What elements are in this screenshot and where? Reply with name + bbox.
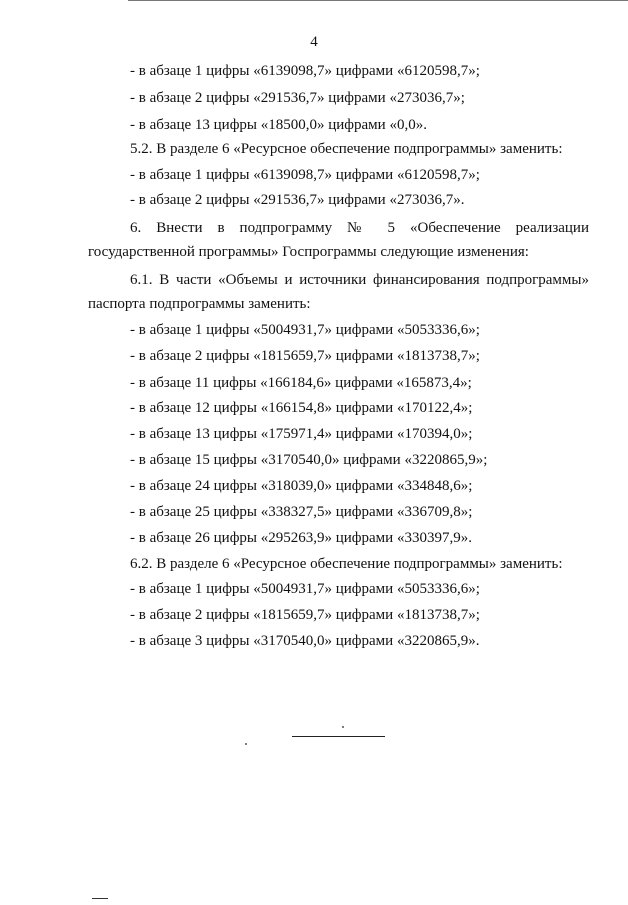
- text-line: - в абзаце 2 цифры «291536,7» цифрами «273036,7»;: [130, 90, 465, 106]
- text-line: - в абзаце 2 цифры «291536,7» цифрами «273036,7».: [130, 192, 465, 208]
- end-of-document-rule: [292, 736, 385, 737]
- scan-speck: [342, 726, 344, 728]
- scan-speck: [245, 743, 247, 745]
- text-line: - в абзаце 2 цифры «1815659,7» цифрами «1813738,7»;: [130, 348, 480, 364]
- section-heading: 6.2. В разделе 6 «Ресурсное обеспечение подпрограммы» заменить:: [130, 556, 563, 572]
- text-line: - в абзаце 1 цифры «5004931,7» цифрами «5053336,6»;: [130, 581, 480, 597]
- text-line: - в абзаце 3 цифры «3170540,0» цифрами «3220865,9».: [130, 633, 480, 649]
- top-edge-rule: [128, 0, 628, 1]
- text-line: - в абзаце 13 цифры «18500,0» цифрами «0,0».: [130, 117, 427, 133]
- page-number: 4: [310, 34, 318, 50]
- text-line: - в абзаце 1 цифры «5004931,7» цифрами «5053336,6»;: [130, 322, 480, 338]
- text-line: - в абзаце 15 цифры «3170540,0» цифрами «3220865,9»;: [130, 452, 488, 468]
- text-line: - в абзаце 26 цифры «295263,9» цифрами «330397,9».: [130, 530, 472, 546]
- paragraph-line: 6. Внести в подпрограмму № 5 «Обеспечение реализации: [130, 220, 589, 236]
- paragraph-line: паспорта подпрограммы заменить:: [88, 296, 311, 312]
- section-heading: 5.2. В разделе 6 «Ресурсное обеспечение подпрограммы» заменить:: [130, 141, 563, 157]
- text-line: - в абзаце 13 цифры «175971,4» цифрами «170394,0»;: [130, 426, 473, 442]
- text-line: - в абзаце 1 цифры «6139098,7» цифрами «6120598,7»;: [130, 167, 480, 183]
- text-line: - в абзаце 11 цифры «166184,6» цифрами «165873,4»;: [130, 375, 472, 391]
- text-line: - в абзаце 25 цифры «338327,5» цифрами «336709,8»;: [130, 504, 473, 520]
- paragraph-line: государственной программы» Госпрограммы следующие изменения:: [88, 244, 529, 260]
- text-line: - в абзаце 1 цифры «6139098,7» цифрами «6120598,7»;: [130, 63, 480, 79]
- paragraph-line: 6.1. В части «Объемы и источники финансирования подпрограммы»: [130, 272, 589, 288]
- scan-mark: [92, 898, 108, 899]
- text-line: - в абзаце 12 цифры «166154,8» цифрами «170122,4»;: [130, 400, 473, 416]
- text-line: - в абзаце 24 цифры «318039,0» цифрами «334848,6»;: [130, 478, 473, 494]
- text-line: - в абзаце 2 цифры «1815659,7» цифрами «1813738,7»;: [130, 607, 480, 623]
